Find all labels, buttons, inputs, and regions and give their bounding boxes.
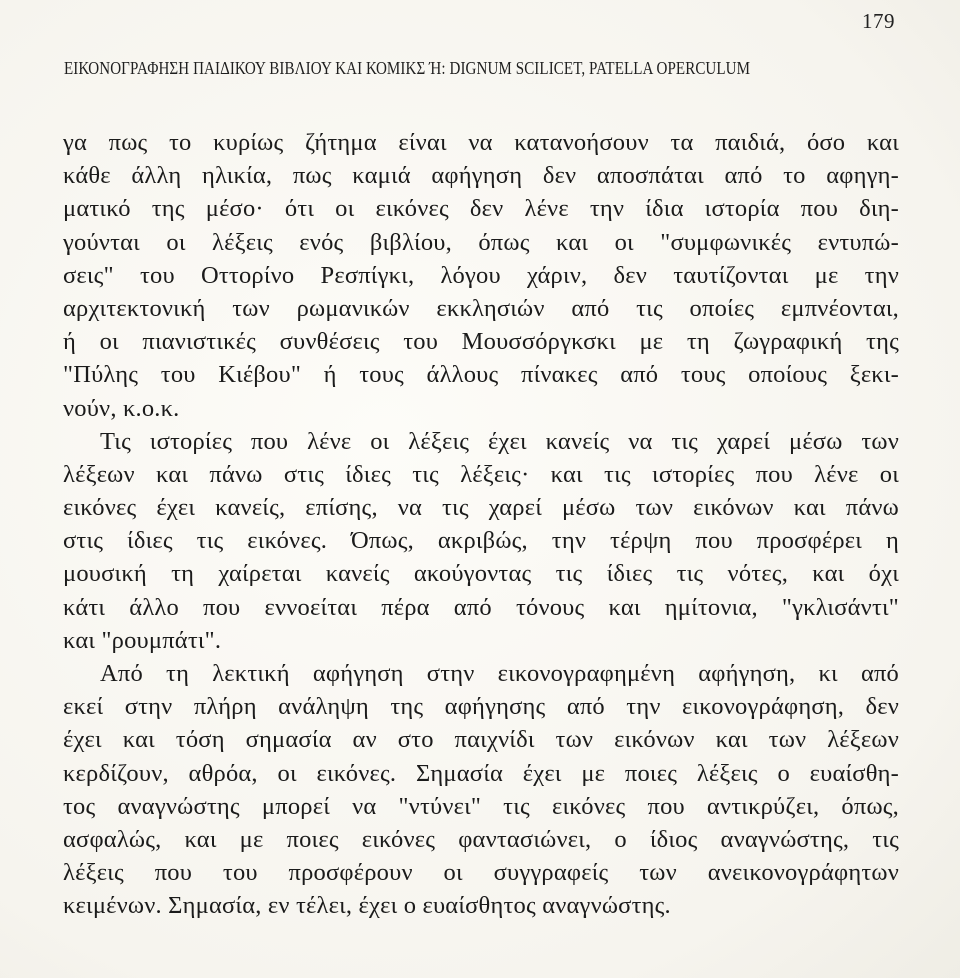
text-line: ή οι πιανιστικές συνθέσεις του Μουσσόργκσκι με τη ζωγραφική της [63, 328, 899, 356]
text-line: τος αναγνώστης μπορεί να "ντύνει" τις εικόνες που αντικρύζει, όπως, [63, 792, 899, 820]
text-line: εκεί στην πλήρη ανάληψη της αφήγησης από την εικονογράφηση, δεν [63, 693, 899, 721]
text-line: κάθε άλλη ηλικία, πως καμιά αφήγηση δεν αποσπάται από το αφηγη- [63, 162, 899, 190]
text-line: κάτι άλλο που εννοείται πέρα από τόνους και ημίτονια, "γκλισάντι" [63, 593, 899, 621]
text-line: στις ίδιες τις εικόνες. Όπως, ακριβώς, την τέρψη που προσφέρει η [63, 527, 899, 555]
text-line: λέξεις που του προσφέρουν οι συγγραφείς των ανεικονογράφητων [63, 859, 899, 887]
text-line: και "ρουμπάτι". [63, 626, 222, 654]
text-line: αρχιτεκτονική των ρωμανικών εκκλησιών από τις οποίες εμπνέονται, [63, 294, 899, 322]
text-line: γούνται οι λέξεις ενός βιβλίου, όπως και οι "συμφωνικές εντυπώ- [63, 228, 899, 256]
text-line: έχει και τόση σημασία αν στο παιχνίδι των εικόνων και των λέξεων [63, 726, 899, 754]
body-text [63, 126, 899, 923]
paragraph-2 [63, 425, 899, 657]
text-line: κερδίζουν, αθρόα, οι εικόνες. Σημασία έχει με ποιες λέξεις ο ευαίσθη- [63, 759, 899, 787]
page-number: 179 [862, 9, 895, 33]
text-line: σεις" του Οττορίνο Ρεσπίγκι, λόγου χάριν, δεν ταυτίζονται με την [63, 261, 899, 289]
text-line: "Πύλης του Κιέβου" ή τους άλλους πίνακες από τους οποίους ξεκι- [63, 361, 899, 389]
text-line: νούν, κ.ο.κ. [63, 394, 180, 422]
text-line: ματικό της μέσο· ότι οι εικόνες δεν λένε την ίδια ιστορία που διη- [63, 195, 899, 223]
paragraph-1 [63, 126, 899, 425]
text-line: Τις ιστορίες που λένε οι λέξεις έχει κανείς να τις χαρεί μέσω των [100, 427, 899, 455]
text-line: γα πως το κυρίως ζήτημα είναι να κατανοήσουν τα παιδιά, όσο και [63, 129, 899, 156]
text-line: ασφαλώς, και με ποιες εικόνες φαντασιώνει, ο ίδιος αναγνώστης, τις [63, 825, 899, 853]
text-line: εικόνες έχει κανείς, επίσης, να τις χαρεί μέσω των εικόνων και πάνω [63, 494, 899, 522]
running-head: ΕΙΚΟΝΟΓΡΑΦΗΣΗ ΠΑΙΔΙΚΟΥ ΒΙΒΛΙΟΥ ΚΑΙ ΚΟΜΙΚΣ Ή: DIGNUM SCILICET, PATELLA OPERCULUM [64, 58, 751, 78]
paragraph-3 [63, 657, 899, 923]
text-line: κειμένων. Σημασία, εν τέλει, έχει ο ευαίσθητος αναγνώστης. [63, 892, 671, 920]
text-line: Από τη λεκτική αφήγηση στην εικονογραφημένη αφήγηση, κι από [100, 660, 899, 687]
text-line: λέξεων και πάνω στις ίδιες τις λέξεις· και τις ιστορίες που λένε οι [63, 460, 899, 488]
text-line: μουσική τη χαίρεται κανείς ακούγοντας τις ίδιες τις νότες, και όχι [63, 560, 899, 588]
